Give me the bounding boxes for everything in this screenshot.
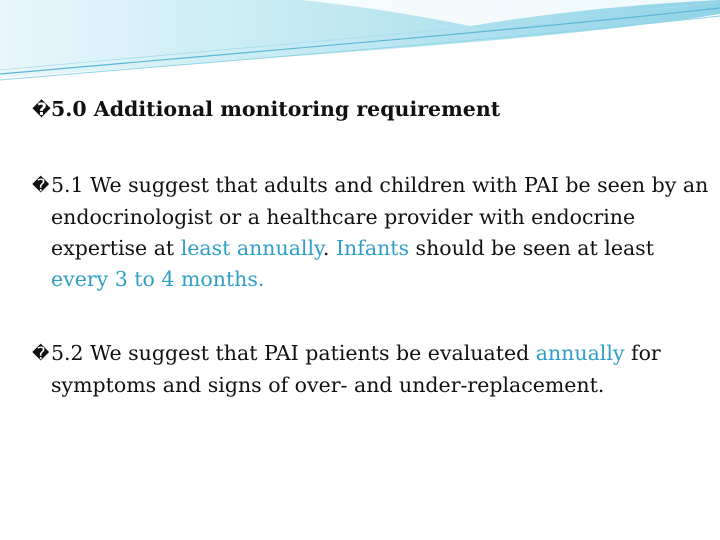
p2-highlight-annually: annually bbox=[535, 341, 625, 365]
p1-text-1: 5.1 We suggest that adults and children with PAI be seen by an endocrinologist or a healthcare provider with endocrine expertise at bbox=[51, 173, 709, 260]
paragraph-5-1 bbox=[32, 170, 711, 295]
p2-text-1: 5.2 We suggest that PAI patients be evaluated bbox=[51, 341, 536, 365]
p1-highlight-every-3-to-4-months: every 3 to 4 months. bbox=[51, 267, 265, 291]
heading-text: 5.0 Additional monitoring requirement bbox=[51, 97, 501, 121]
p2-text-2: for symptoms and signs of over- and under-replacement. bbox=[51, 341, 661, 397]
bullet-glyph: � bbox=[32, 176, 50, 196]
slide-heading bbox=[32, 94, 711, 126]
paragraph-5-2 bbox=[32, 338, 711, 401]
p1-highlight-infants: Infants bbox=[335, 236, 410, 260]
bullet-glyph: � bbox=[32, 100, 51, 120]
wave-band bbox=[0, 0, 720, 78]
p1-text-3: should be seen at least bbox=[409, 236, 654, 260]
p1-highlight-least-annually: least annually bbox=[180, 236, 323, 260]
p1-text-2: . bbox=[322, 236, 336, 260]
bullet-glyph: � bbox=[32, 344, 50, 364]
header-wave-decoration bbox=[0, 0, 720, 90]
